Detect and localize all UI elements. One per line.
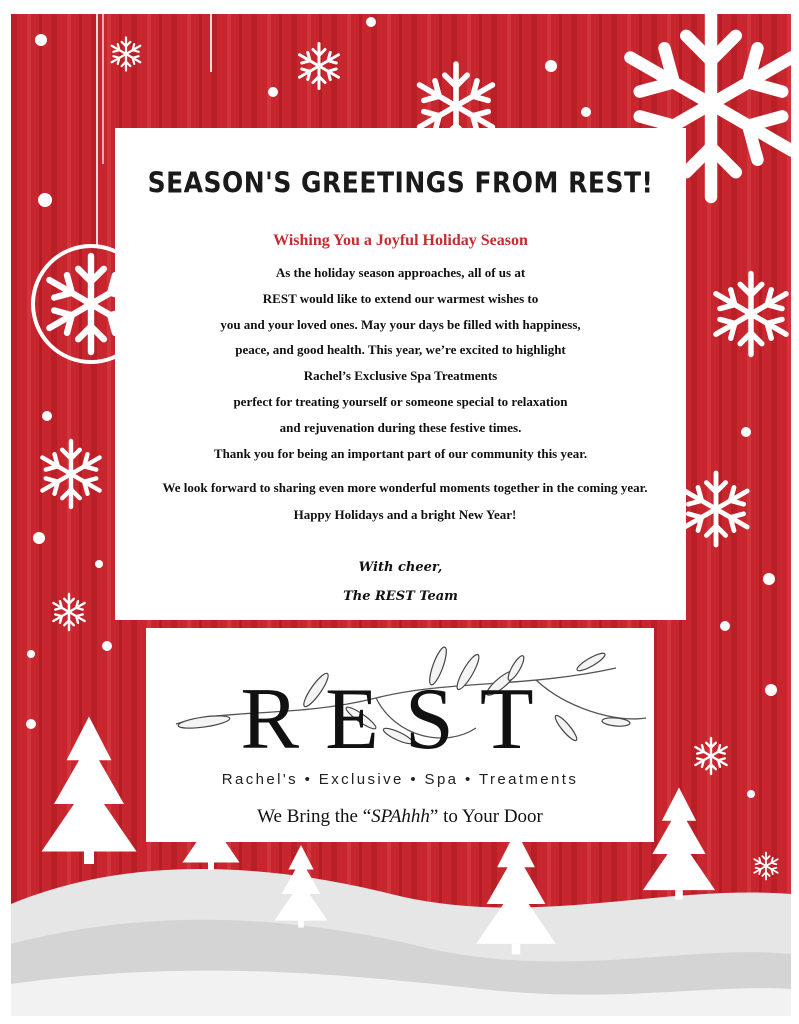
logo-subtitle: Rachel's • Exclusive • Spa • Treatments [221, 771, 579, 788]
card-headline: SEASON'S GREETINGS FROM REST! [147, 165, 654, 200]
card-subheadline: Wishing You a Joyful Holiday Season [273, 232, 528, 249]
message-line: As the holiday season approaches, all of us at [275, 265, 526, 280]
closing-salutation: With cheer, [358, 560, 443, 575]
closing-signature: The REST Team [343, 589, 458, 604]
rest-logo [146, 628, 654, 842]
tagline-emphasis: SPAhhh [371, 806, 430, 827]
message-line: peace, and good health. This year, we’re excited to highlight [235, 342, 566, 358]
greeting-card [115, 128, 686, 620]
message-line: Rachel’s Exclusive Spa Treatments [303, 368, 498, 384]
message-line: and rejuvenation during these festive times. [279, 419, 522, 435]
tagline-prefix: We Bring the “ [257, 806, 372, 827]
logo-wordmark: REST [240, 671, 560, 768]
tagline-suffix: ” to Your Door [429, 806, 543, 827]
message-wide-line: We look forward to sharing even more wonderful moments together in the coming year. [162, 480, 648, 495]
message-line: REST would like to extend our warmest wishes to [262, 290, 539, 306]
message-line: Thank you for being an important part of our community this year. [213, 445, 588, 461]
logo-tagline [146, 806, 654, 828]
message-line: you and your loved ones. May your days be filled with happiness, [220, 316, 581, 332]
message-final-line: Happy Holidays and a bright New Year! [293, 507, 517, 522]
message-body [115, 260, 686, 466]
message-line: perfect for treating yourself or someone special to relaxation [233, 393, 568, 409]
